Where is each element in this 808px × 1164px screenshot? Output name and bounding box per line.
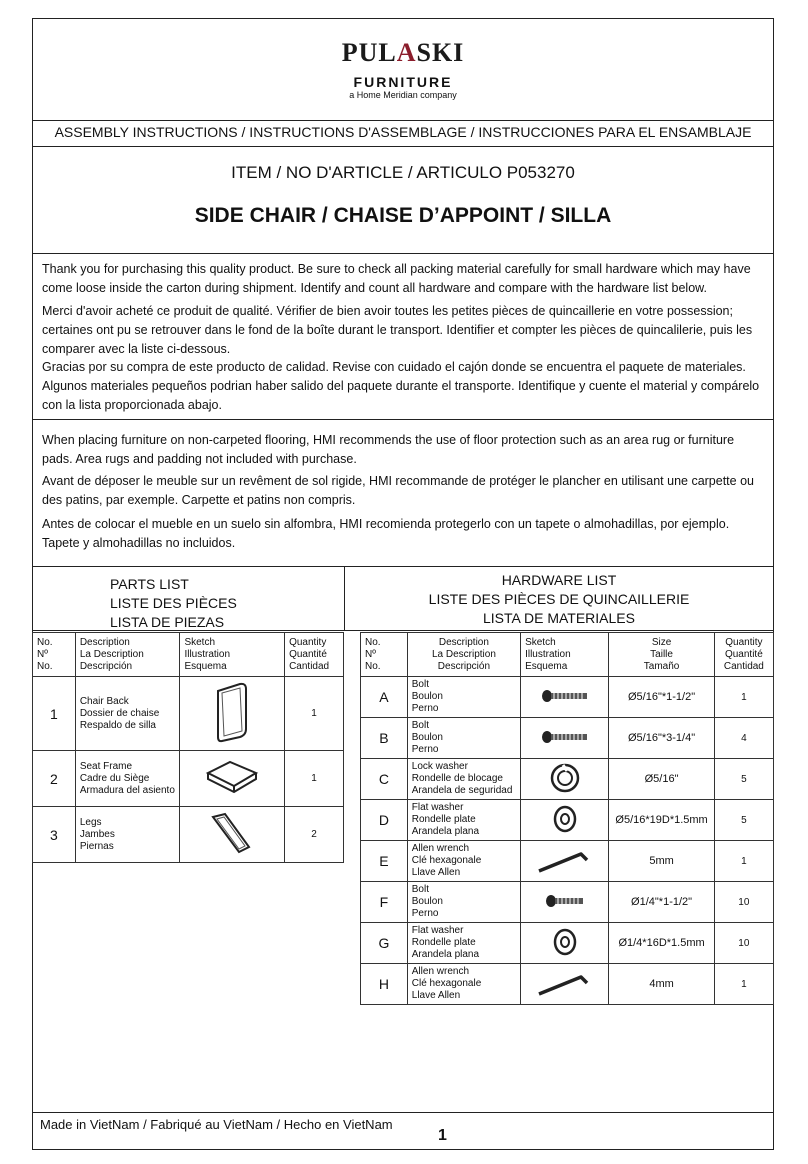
thanks-english: Thank you for purchasing this quality product. Be sure to check all packing material carefully for small hardware which may have come loose inside the carton during shipment. Identify and count all hardware and compare with the hardware list below. xyxy=(42,262,751,295)
item-number: ITEM / NO D'ARTICLE / ARTICULO P053270 xyxy=(231,163,575,182)
table-row xyxy=(361,800,774,841)
hardware-table xyxy=(360,632,774,1005)
col-sketch: Sketch Illustration Esquema xyxy=(521,633,609,677)
col-sketch: Sketch Illustration Esquema xyxy=(180,633,285,677)
hardware-quantity: 1 xyxy=(714,677,773,718)
hardware-description: Flat washer Rondelle plate Arandela plana xyxy=(407,923,520,964)
lock-washer-icon xyxy=(521,759,609,800)
legs-sketch xyxy=(180,807,285,863)
hardware-description: Bolt Boulon Perno xyxy=(407,718,520,759)
hardware-letter: A xyxy=(361,677,408,718)
bolt-icon xyxy=(521,677,609,718)
brand-subtitle: FURNITURE xyxy=(353,74,453,90)
divider xyxy=(32,253,774,254)
divider xyxy=(32,120,774,121)
col-size: Size Taille Tamaño xyxy=(609,633,714,677)
thanks-spanish: Gracias por su compra de este producto de calidad. Revise con cuidado el cajón donde se encuentra el paquete de materiales. Algunos materiales pequeños podrian haber salido del paquete durante el transporte. Identifique y cuente el material y compárelo con la lista proporcionada abajo. xyxy=(42,360,760,412)
divider xyxy=(32,630,344,631)
hardware-letter: H xyxy=(361,964,408,1005)
divider xyxy=(32,146,774,147)
part-description: Legs Jambes Piernas xyxy=(75,807,180,863)
table-row xyxy=(361,677,774,718)
hardware-size: Ø1/4"*1-1/2" xyxy=(609,882,714,923)
floor-french: Avant de déposer le meuble sur un revêment de sol rigide, HMI recommande de protéger le plancher en utilisant une carpette ou des patins, par exemple. Carpette et patins non compris. xyxy=(42,474,754,507)
hardware-quantity: 1 xyxy=(714,964,773,1005)
divider xyxy=(32,1112,774,1113)
hardware-size: 4mm xyxy=(609,964,714,1005)
hardware-quantity: 5 xyxy=(714,800,773,841)
parts-heading: PARTS LIST LISTE DES PIÈCES LISTA DE PIEZAS xyxy=(110,576,237,630)
table-row xyxy=(361,841,774,882)
hardware-quantity: 1 xyxy=(714,841,773,882)
table-row xyxy=(361,964,774,1005)
table-row xyxy=(361,882,774,923)
table-row xyxy=(33,677,344,751)
product-title: SIDE CHAIR / CHAISE D’APPOINT / SILLA xyxy=(194,204,612,227)
bolt-icon xyxy=(521,718,609,759)
brand-tagline: a Home Meridian company xyxy=(349,90,457,100)
hardware-description: Allen wrench Clé hexagonale Llave Allen xyxy=(407,964,520,1005)
hardware-quantity: 5 xyxy=(714,759,773,800)
bolt-icon xyxy=(521,882,609,923)
hardware-letter: C xyxy=(361,759,408,800)
page-number: 1 xyxy=(438,1127,447,1144)
hardware-description: Flat washer Rondelle plate Arandela plana xyxy=(407,800,520,841)
hardware-description: Lock washer Rondelle de blocage Arandela de seguridad xyxy=(407,759,520,800)
col-quantity: Quantity Quantité Cantidad xyxy=(714,633,773,677)
hardware-size: Ø1/4*16D*1.5mm xyxy=(609,923,714,964)
hardware-quantity: 10 xyxy=(714,923,773,964)
instructions-banner: ASSEMBLY INSTRUCTIONS / INSTRUCTIONS D'ASSEMBLAGE / INSTRUCCIONES PARA EL ENSAMBLAJE xyxy=(54,124,752,140)
hardware-letter: B xyxy=(361,718,408,759)
divider xyxy=(344,630,774,631)
flat-washer-icon xyxy=(521,923,609,964)
part-quantity: 1 xyxy=(285,751,344,807)
allen-wrench-icon xyxy=(521,841,609,882)
table-row xyxy=(361,923,774,964)
divider xyxy=(32,419,774,420)
hardware-size: Ø5/16" xyxy=(609,759,714,800)
hardware-description: Bolt Boulon Perno xyxy=(407,882,520,923)
chair-back-sketch xyxy=(180,677,285,751)
col-description: Description La Description Descripción xyxy=(407,633,520,677)
part-number: 1 xyxy=(33,677,76,751)
hardware-letter: F xyxy=(361,882,408,923)
part-number: 3 xyxy=(33,807,76,863)
seat-frame-sketch xyxy=(180,751,285,807)
col-no: No. Nº No. xyxy=(361,633,408,677)
hardware-size: Ø5/16*19D*1.5mm xyxy=(609,800,714,841)
col-no: No. Nº No. xyxy=(33,633,76,677)
country-of-origin: Made in VietNam / Fabriqué au VietNam / Hecho en VietNam xyxy=(40,1117,393,1132)
hardware-size: Ø5/16"*1-1/2" xyxy=(609,677,714,718)
floor-spanish: Antes de colocar el mueble en un suelo sin alfombra, HMI recomienda protegerlo con un tapete o almohadillas, por ejemplo. Tapete y almohadillas no incluidos. xyxy=(42,517,730,550)
part-number: 2 xyxy=(33,751,76,807)
allen-wrench-icon xyxy=(521,964,609,1005)
floor-english: When placing furniture on non-carpeted flooring, HMI recommends the use of floor protection such as an area rug or furniture pads. Area rugs and padding not included with purchase. xyxy=(42,433,735,466)
hardware-letter: D xyxy=(361,800,408,841)
part-quantity: 1 xyxy=(285,677,344,751)
col-quantity: Quantity Quantité Cantidad xyxy=(285,633,344,677)
table-row xyxy=(33,807,344,863)
hardware-description: Bolt Boulon Perno xyxy=(407,677,520,718)
divider xyxy=(32,566,774,567)
hardware-description: Allen wrench Clé hexagonale Llave Allen xyxy=(407,841,520,882)
flat-washer-icon xyxy=(521,800,609,841)
hardware-quantity: 10 xyxy=(714,882,773,923)
thanks-french: Merci d'avoir acheté ce produit de qualité. Vérifier de bien avoir toutes les petites pièces de quincaillerie en votre possession; certaines ont pu se retrouver dans le fond de la boîte durant le transport. Identifier et compter les pièces de quincalilerie, puis les comparer avec la liste ci-dessous. xyxy=(42,304,753,356)
part-description: Chair Back Dossier de chaise Respaldo de silla xyxy=(75,677,180,751)
hardware-size: 5mm xyxy=(609,841,714,882)
hardware-heading: HARDWARE LIST LISTE DES PIÈCES DE QUINCAILLERIE LISTA DE MATERIALES xyxy=(428,572,690,626)
brand-logo: PULASKI xyxy=(341,38,465,67)
part-quantity: 2 xyxy=(285,807,344,863)
hardware-quantity: 4 xyxy=(714,718,773,759)
table-row xyxy=(361,718,774,759)
col-description: Description La Description Descripción xyxy=(75,633,180,677)
parts-table xyxy=(32,632,344,863)
table-row xyxy=(361,759,774,800)
hardware-letter: E xyxy=(361,841,408,882)
hardware-size: Ø5/16"*3-1/4" xyxy=(609,718,714,759)
hardware-letter: G xyxy=(361,923,408,964)
part-description: Seat Frame Cadre du Siège Armadura del asiento xyxy=(75,751,180,807)
table-row xyxy=(33,751,344,807)
